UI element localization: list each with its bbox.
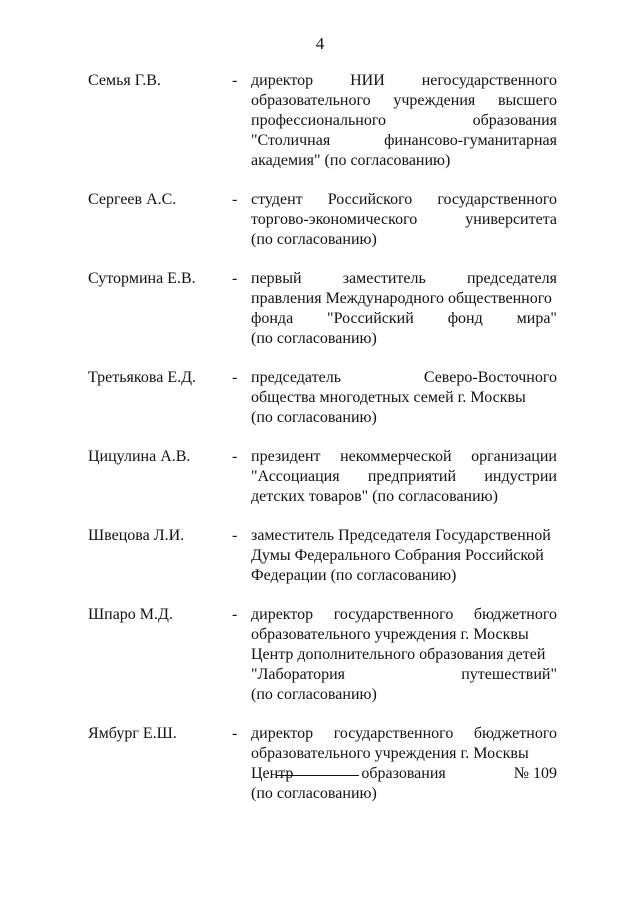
entry-dash: - <box>232 527 238 544</box>
role-line <box>251 645 557 665</box>
member-name: Ямбург Е.Ш. <box>88 725 177 742</box>
role-word: "Столичная <box>251 132 331 149</box>
role-word: первый <box>251 270 302 287</box>
role-word: директор <box>251 725 314 742</box>
role-word: организации <box>471 448 557 465</box>
role-word: детских товаров" (по согласованию) <box>251 488 498 505</box>
page-number: 4 <box>315 34 325 53</box>
role-word: (по согласованию) <box>251 686 377 703</box>
member-name: Цицулина А.В. <box>88 448 191 465</box>
role-word: государственного <box>437 191 557 208</box>
member-role <box>251 71 557 171</box>
member-role <box>251 605 557 705</box>
role-line <box>251 724 557 744</box>
member-role <box>251 724 557 804</box>
role-word: образования <box>472 112 557 129</box>
role-line <box>251 685 557 705</box>
role-word: председатель <box>251 369 341 386</box>
member-role <box>251 269 557 349</box>
role-line <box>251 388 557 408</box>
member-entry <box>0 447 640 507</box>
role-word: заместитель Председателя Государственной <box>251 527 551 544</box>
role-line <box>251 230 557 250</box>
role-line <box>251 408 557 428</box>
member-entry <box>0 190 640 250</box>
role-word: бюджетного <box>473 606 557 623</box>
role-word: образовательного <box>251 92 371 109</box>
role-word: "Ассоциация <box>251 468 340 485</box>
entry-dash: - <box>232 270 238 287</box>
role-word: фонда <box>251 310 294 327</box>
role-word: № 109 <box>513 765 557 782</box>
role-line <box>251 289 557 309</box>
role-word: общества многодетных семей г. Москвы <box>251 389 526 406</box>
member-entry <box>0 724 640 804</box>
role-word: "Лаборатория <box>251 666 346 683</box>
member-role <box>251 526 557 586</box>
role-word: (по согласованию) <box>251 785 377 802</box>
role-word: бюджетного <box>473 725 557 742</box>
member-entry <box>0 368 640 428</box>
role-word: профессионального <box>251 112 387 129</box>
role-word: (по согласованию) <box>251 330 377 347</box>
role-word: негосударственного <box>421 72 557 89</box>
role-line <box>251 190 557 210</box>
role-word: индустрии <box>484 468 557 485</box>
role-word: Центр дополнительного образования детей <box>251 646 546 663</box>
end-divider <box>277 775 359 776</box>
role-word: президент <box>251 448 321 465</box>
role-line <box>251 309 557 329</box>
role-word: студент <box>251 191 303 208</box>
role-line <box>251 487 557 507</box>
role-word: мира" <box>516 310 557 327</box>
role-word: председателя <box>466 270 557 287</box>
role-line <box>251 151 557 171</box>
role-word: (по согласованию) <box>251 409 377 426</box>
role-line <box>251 566 557 586</box>
member-name: Семья Г.В. <box>88 72 161 89</box>
member-entry <box>0 605 640 705</box>
role-word: Северо-Восточного <box>423 369 557 386</box>
role-line <box>251 546 557 566</box>
entry-dash: - <box>232 606 238 623</box>
role-word: Федерации (по согласованию) <box>251 567 457 584</box>
role-word: учреждения <box>393 92 476 109</box>
role-line <box>251 329 557 349</box>
role-line <box>251 111 557 131</box>
role-word: образования <box>361 765 446 782</box>
member-entry <box>0 269 640 349</box>
entry-dash: - <box>232 725 238 742</box>
entry-dash: - <box>232 191 238 208</box>
role-word: государственного <box>333 606 454 623</box>
role-line <box>251 605 557 625</box>
member-role <box>251 190 557 250</box>
role-word: директор <box>251 72 314 89</box>
role-line <box>251 71 557 91</box>
role-word: фонд <box>447 310 483 327</box>
role-line <box>251 764 557 784</box>
role-word: государственного <box>333 725 454 742</box>
role-line <box>251 665 557 685</box>
role-word: академия" (по согласованию) <box>251 152 451 169</box>
role-line <box>251 269 557 289</box>
role-line <box>251 744 557 764</box>
role-line <box>251 526 557 546</box>
role-line <box>251 784 557 804</box>
role-word: директор <box>251 606 314 623</box>
role-word: университета <box>465 211 557 228</box>
role-line <box>251 210 557 230</box>
role-line <box>251 625 557 645</box>
role-word: Центр <box>251 765 294 782</box>
role-word: правления Международного общественного <box>251 290 552 307</box>
member-name: Третьякова Е.Д. <box>88 369 197 386</box>
member-entry <box>0 71 640 171</box>
role-word: образовательного учреждения г. Москвы <box>251 626 529 643</box>
entry-dash: - <box>232 72 238 89</box>
role-line <box>251 91 557 111</box>
role-word: некоммерческой <box>340 448 452 465</box>
role-word: (по согласованию) <box>251 231 377 248</box>
role-line <box>251 467 557 487</box>
role-word: заместитель <box>342 270 426 287</box>
role-word: Думы Федерального Собрания Российской <box>251 547 544 564</box>
member-name: Сутормина Е.В. <box>88 270 196 287</box>
entry-dash: - <box>232 448 238 465</box>
member-name: Швецова Л.И. <box>88 527 185 544</box>
member-name: Сергеев А.С. <box>88 191 177 208</box>
member-name: Шпаро М.Д. <box>88 606 173 623</box>
member-role <box>251 368 557 428</box>
member-list <box>0 71 640 823</box>
role-word: образовательного учреждения г. Москвы <box>251 745 529 762</box>
role-word: НИИ <box>350 72 385 89</box>
role-word: Российского <box>327 191 413 208</box>
member-role <box>251 447 557 507</box>
role-word: финансово-гуманитарная <box>384 132 557 149</box>
role-line <box>251 131 557 151</box>
entry-dash: - <box>232 369 238 386</box>
role-word: высшего <box>497 92 557 109</box>
role-word: предприятий <box>367 468 457 485</box>
role-word: путешествий" <box>461 666 557 683</box>
role-line <box>251 368 557 388</box>
member-entry <box>0 526 640 586</box>
role-word: торгово-экономического <box>251 211 418 228</box>
role-line <box>251 447 557 467</box>
role-word: "Российский <box>327 310 414 327</box>
